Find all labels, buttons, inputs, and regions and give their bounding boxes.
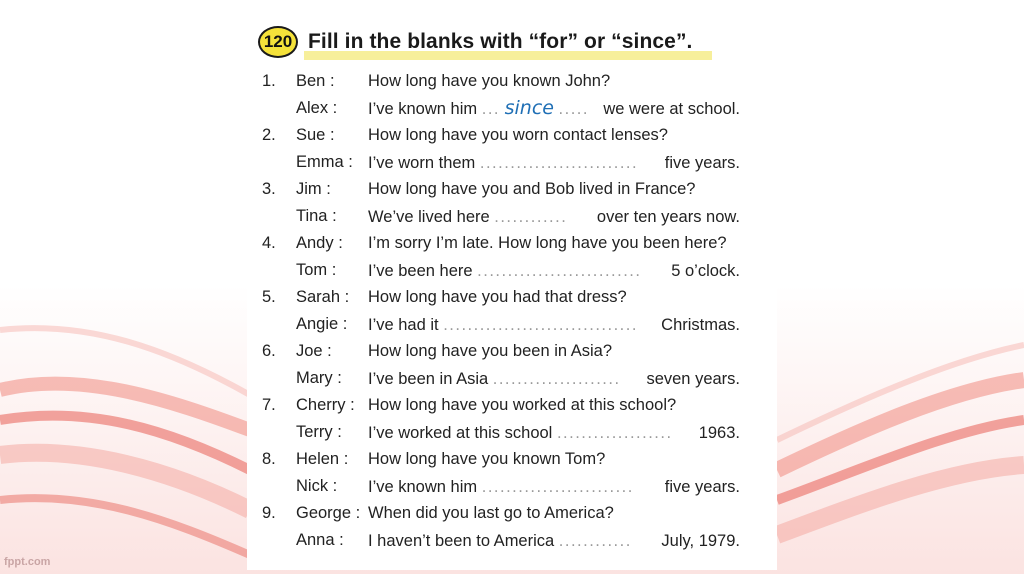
question-text: How long have you known John? [368,72,611,90]
answer-row [0,527,1024,554]
blank-dots: ..................... [492,370,621,388]
item-number: 6. [262,342,276,360]
answer-suffix: five years. [664,154,740,172]
question-text: How long have you worn contact lenses? [368,126,668,144]
answer-prefix: I haven’t been to America [368,532,555,550]
answer-text [368,527,740,555]
answer-suffix: seven years. [646,370,740,388]
question-row [0,68,1024,95]
answer-prefix: I’ve known him [368,100,478,118]
answer-suffix: over ten years now. [596,208,740,226]
speaker-name: Helen : [296,450,349,468]
item-number: 1. [262,72,276,90]
speaker-name: Andy : [296,234,343,252]
answer-text [368,149,740,177]
question-row [0,230,1024,257]
item-number: 2. [262,126,276,144]
answer-prefix: I’ve had it [368,316,439,334]
answer-row [0,365,1024,392]
answer-text [368,95,740,123]
answer-text [368,473,740,501]
question-text: How long have you had that dress? [368,288,627,306]
answer-suffix: we were at school. [603,100,740,118]
answer-row [0,203,1024,230]
answer-row [0,419,1024,446]
question-row [0,392,1024,419]
blank-dots: .......................... [479,154,639,172]
question-row [0,338,1024,365]
blank-dots: ................................ [443,316,638,334]
question-text: I’m sorry I’m late. How long have you been here? [368,234,727,252]
question-row [0,446,1024,473]
speaker-name: Tom : [296,261,337,279]
answer-row [0,257,1024,284]
speaker-name: Jim : [296,180,331,198]
answer-row [0,473,1024,500]
blank-dots: ............ [494,208,568,226]
speaker-name: Emma : [296,153,353,171]
blank-dots: ........................... [477,262,642,280]
speaker-name: Sarah : [296,288,350,306]
answer-prefix: I’ve known him [368,478,478,496]
question-text: How long have you been in Asia? [368,342,613,360]
item-number: 9. [262,504,276,522]
item-number: 8. [262,450,276,468]
watermark-logo: fppt.com [4,556,51,568]
exercise-header [258,20,692,64]
answer-prefix: I’ve been in Asia [368,370,489,388]
answer-suffix: 5 o’clock. [671,262,740,280]
answer-suffix: July, 1979. [661,532,740,550]
speaker-name: Angie : [296,315,348,333]
speaker-name: George : [296,504,361,522]
speaker-name: Anna : [296,531,344,549]
answer-text [368,311,740,339]
answer-prefix: I’ve been here [368,262,473,280]
item-number: 4. [262,234,276,252]
answer-suffix: 1963. [698,424,740,442]
speaker-name: Tina : [296,207,337,225]
answer-prefix: I’ve worked at this school [368,424,553,442]
speaker-name: Terry : [296,423,342,441]
answer-text [368,203,740,231]
speaker-name: Sue : [296,126,335,144]
answer-suffix: Christmas. [661,316,740,334]
speaker-name: Joe : [296,342,332,360]
question-text: How long have you and Bob lived in France? [368,180,696,198]
answer-text [368,419,740,447]
item-number: 7. [262,396,276,414]
answer-suffix: five years. [664,478,740,496]
blank-dots: ..... [558,100,589,118]
answer-text [368,365,740,393]
answer-prefix: We’ve lived here [368,208,490,226]
answer-prefix: I’ve worn them [368,154,476,172]
speaker-name: Mary : [296,369,342,387]
speaker-name: Alex : [296,99,338,117]
question-row [0,500,1024,527]
item-number: 5. [262,288,276,306]
blank-dots: ......................... [481,478,634,496]
question-row [0,176,1024,203]
answer-row [0,95,1024,122]
speaker-name: Nick : [296,477,338,495]
answer-row [0,311,1024,338]
answer-row [0,149,1024,176]
exercise-number-badge: 120 [258,26,298,58]
question-text: How long have you known Tom? [368,450,606,468]
blank-dots: ................... [556,424,673,442]
item-number: 3. [262,180,276,198]
question-text: How long have you worked at this school? [368,396,677,414]
answer-text [368,257,740,285]
speaker-name: Cherry : [296,396,355,414]
blank-dots: ............ [558,532,632,550]
question-row [0,284,1024,311]
exercise-title: Fill in the blanks with “for” or “since”. [308,30,693,53]
question-row [0,122,1024,149]
question-text: When did you last go to America? [368,504,614,522]
speaker-name: Ben : [296,72,335,90]
blank-dots: ... [481,100,500,118]
filled-answer: since [504,97,554,119]
